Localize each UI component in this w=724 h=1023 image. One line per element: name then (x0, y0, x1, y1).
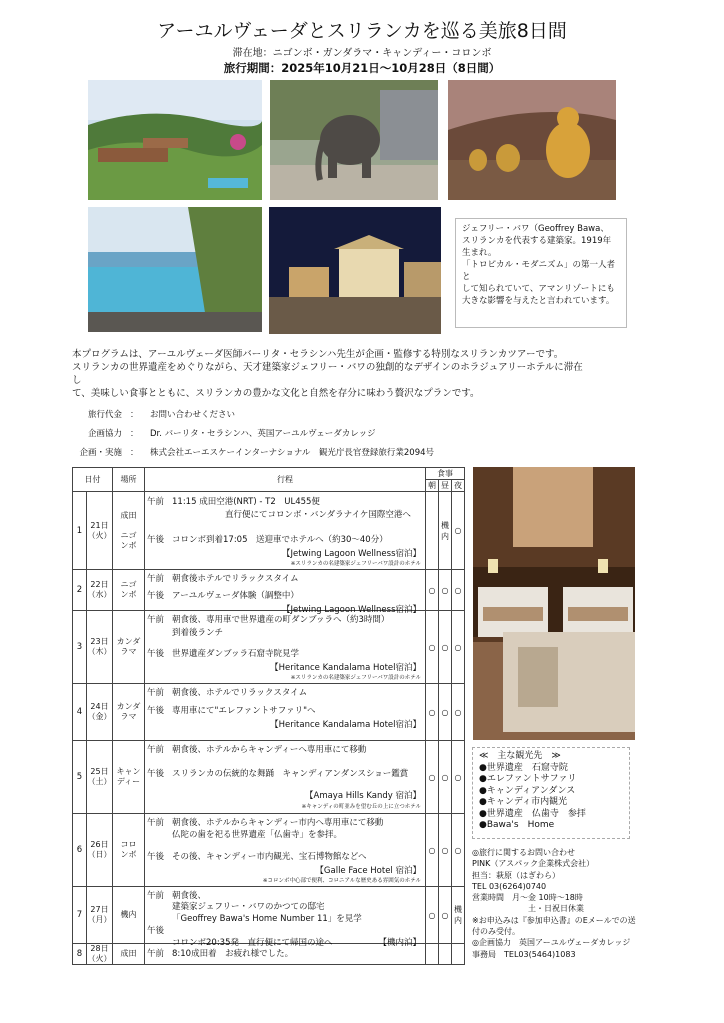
itinerary-row (73, 492, 465, 570)
meal-dinner: ○ (452, 611, 465, 684)
schedule-text: コロンボ20:35発 直行便にて帰国の途へ (172, 938, 333, 948)
day-date: 24日 （金） (87, 684, 113, 741)
meal-lunch (439, 944, 452, 965)
hotel-note: ※キャンディの町並みを望む丘の上に立つホテル (301, 804, 421, 810)
itinerary-row (73, 611, 465, 684)
contact-line: TEL 03(6264)0740 (472, 881, 547, 891)
contact-info (472, 847, 636, 960)
day-place: 成田 ニゴ ンボ (113, 492, 145, 570)
bawa-line: して知られていて、アマンリゾートにも (462, 284, 615, 294)
day-date: 23日 （木） (87, 611, 113, 684)
schedule-text: 朝食後、ホテルからキャンディーへ専用車にて移動 (172, 745, 367, 755)
schedule-text: 朝食後、ホテルでリラックスタイム (172, 688, 308, 698)
meal-lunch: 機 内 (439, 492, 452, 570)
info-colon: ： (130, 448, 139, 458)
header-breakfast: 朝 (426, 480, 439, 492)
time-label: 午前 (147, 574, 165, 584)
hotel-note: ※コロンボ中心部で便利、コロニアルな歴史ある雰囲気のホテル (262, 878, 421, 884)
meal-dinner: ○ (452, 570, 465, 611)
day-schedule (145, 814, 426, 887)
day-number: 4 (73, 684, 87, 741)
contact-line: 営業時間 月～金 10時～18時 (472, 893, 583, 903)
itinerary-row (73, 570, 465, 611)
header-dinner: 夜 (452, 480, 465, 492)
day-date: 21日 （火） (87, 492, 113, 570)
day-date: 28日 （火） (87, 944, 112, 963)
contact-line: 担当：萩原（はぎわら） (472, 870, 560, 880)
day-schedule (145, 684, 426, 741)
day-place: ニゴ ンボ (113, 570, 145, 611)
hotel-stay: 【Heritance Kandalama Hotel宿泊】 (270, 663, 421, 673)
bawa-line: 「トロピカル・モダニズム」の第一人者と (462, 260, 616, 282)
bawa-line: ジェフリー・バワ（Geoffrey Bawa、 (462, 224, 609, 234)
info-value: Dr. バーリタ・セラシンハ、英国アーユルヴェーダカレッジ (150, 429, 376, 439)
time-label: 午後 (147, 769, 165, 779)
schedule-text: 直行便にてコロンボ・バンダラナイケ国際空港へ (225, 510, 411, 520)
schedule-text: 到着後ランチ (172, 628, 224, 638)
contact-line: ◎旅行に関するお問い合わせ (472, 848, 575, 857)
info-key: 企画協力 (87, 429, 122, 439)
itinerary-row (73, 887, 465, 944)
schedule-text: コロンボ到着17:05 送迎車でホテルへ（約30～40分） (172, 535, 388, 545)
schedule-text: 朝食後、 (172, 891, 207, 901)
info-key: 企画・実施 (79, 448, 122, 458)
time-label: 午後 (147, 649, 165, 659)
schedule-text: 朝食後、専用車で世界遺産の町ダンブッラへ（約3時間） (172, 615, 390, 625)
time-label: 午前 (147, 745, 165, 755)
itinerary-row (73, 814, 465, 887)
day-number: 6 (73, 814, 87, 887)
page-title: アーユルヴェーダとスリランカを巡る美旅8日間 (157, 20, 567, 42)
contact-line: ※お申込みは『参加申込書』のEメールでの送 (472, 915, 636, 925)
meal-dinner: ○ (452, 814, 465, 887)
info-value: お問い合わせください (150, 410, 236, 420)
header-place: 場所 (113, 468, 145, 492)
meal-dinner: ○ (452, 684, 465, 741)
meal-lunch: ○ (439, 611, 452, 684)
meal-breakfast: ○ (426, 684, 439, 741)
page-subtitle: 滞在地：ニゴンボ・ガンダラマ・キャンディー・コロンボ (232, 48, 492, 59)
contact-line: 事務局 TEL03(5464)1083 (472, 949, 576, 959)
day-place: カンダ ラマ (113, 611, 145, 684)
itinerary-row (73, 684, 465, 741)
contact-line: PINK（アスパック企業株式会社） (472, 859, 595, 869)
time-label: 午前 (147, 891, 165, 901)
meal-lunch: ○ (439, 684, 452, 741)
meal-breakfast: ○ (426, 887, 439, 944)
contact-line: 付のみ受付。 (472, 927, 520, 937)
schedule-text: 11:15 成田空港(NRT) - T2 UL455便 (172, 497, 320, 507)
day-schedule (145, 944, 426, 965)
day-schedule (145, 570, 426, 615)
sight-item: ●世界遺産 仏歯寺 参拝 (479, 808, 586, 819)
meal-breakfast: ○ (426, 611, 439, 684)
meal-breakfast (426, 492, 439, 570)
time-label: 午後 (147, 706, 165, 716)
intro-line: 本プログラムは、アーユルヴェーダ医師バーリタ・セラシンハ先生が企画・監修する特別なスリランカツアーです。 (72, 349, 564, 360)
meal-dinner (452, 944, 465, 965)
meal-dinner: ○ (452, 741, 465, 814)
header-day: 日付 (73, 468, 113, 492)
hotel-stay: 【Jetwing Lagoon Wellness宿泊】 (281, 549, 421, 559)
schedule-text: 世界遺産ダンブッラ石窟寺院見学 (172, 649, 299, 659)
day-date: 25日 （土） (87, 741, 113, 814)
intro-line: スリランカの世界遺産をめぐりながら、天才建築家ジェフリー・バワの独創的なデザインのホラジュアリーホテルに滞在し (72, 362, 583, 386)
time-label: 午後 (147, 591, 165, 601)
meal-breakfast: ○ (426, 570, 439, 611)
schedule-text: 朝食後ホテルでリラックスタイム (172, 574, 299, 584)
time-label: 午前 (147, 688, 165, 698)
intro-line: て、美味しい食事とともに、スリランカの豊かな文化と自然を存分に味わう贅沢なプランです。 (72, 388, 480, 399)
info-colon: ： (130, 429, 139, 439)
sight-item: ●Bawa's Home (479, 820, 555, 830)
day-schedule (145, 611, 426, 684)
meal-lunch: ○ (439, 887, 452, 944)
day-schedule (145, 887, 426, 948)
day-schedule (145, 492, 426, 570)
header-schedule: 行程 (145, 468, 426, 492)
day-place: 機内 (113, 887, 145, 944)
photo-temple-of-tooth-night (269, 207, 441, 334)
bawa-line: 大きな影響を与えたと言われています。 (462, 296, 615, 306)
day-place: 成田 (113, 944, 145, 965)
time-label: 午前 (147, 497, 165, 507)
bawa-description-box (455, 218, 627, 328)
itinerary-table (72, 467, 465, 965)
day-number: 3 (73, 611, 87, 684)
sight-item: ●キャンディアンダンス (479, 785, 576, 796)
main-sights-box (472, 747, 630, 839)
day-number: 5 (73, 741, 87, 814)
meal-breakfast: ○ (426, 814, 439, 887)
sights-title: ≪ 主な観光先 ≫ (479, 751, 561, 761)
schedule-text: スリランカの伝統的な舞踊 キャンディアンダンスショー鑑賞 (172, 769, 409, 779)
header-meals: 食事 (426, 468, 465, 480)
day-number: 7 (73, 887, 87, 944)
hotel-note: ※スリランカの名建築家ジェフリーバワ設計のホテル (290, 675, 421, 681)
info-key: 旅行代金 (87, 410, 122, 420)
sight-item: ●キャンディ市内観光 (479, 797, 568, 807)
hotel-stay: 【Amaya Hills Kandy 宿泊】 (305, 791, 421, 801)
contact-line: ◎企画協力 英国アーユルヴェーダカレッジ (472, 938, 631, 948)
info-colon: ： (130, 410, 139, 420)
hotel-stay: 【Jetwing Lagoon Wellness宿泊】 (281, 605, 421, 615)
schedule-text: 「Geoffrey Bawa's Home Number 11」を見学 (172, 914, 362, 924)
sight-item: ●世界遺産 石窟寺院 (479, 762, 568, 773)
day-place: コロ ンボ (113, 814, 145, 887)
header-lunch: 昼 (439, 480, 452, 492)
day-date: 26日 （日） (87, 814, 113, 887)
meal-breakfast (426, 944, 439, 965)
schedule-text: 建築家ジェフリー・バワのかつての邸宅 (172, 902, 325, 912)
time-label: 午前 (147, 818, 165, 828)
day-number: 8 (73, 944, 87, 965)
day-schedule (145, 741, 426, 814)
hotel-note: ※スリランカの名建築家ジェフリーバワ設計のホテル (290, 561, 421, 567)
time-label: 午前 (147, 615, 165, 625)
meal-dinner: 機 内 (452, 887, 465, 944)
photo-cave-temple (448, 80, 616, 200)
photo-hotel-room (473, 467, 635, 740)
schedule-text: 専用車にて"エレファントサファリ"へ (172, 706, 316, 716)
schedule-text: 8:10成田着 お疲れ様でした。 (172, 948, 294, 959)
meal-dinner: ○ (452, 492, 465, 570)
time-label: 午前 (147, 948, 165, 959)
schedule-text: 仏陀の歯を祀る世界遺産「仏歯寺」を参拝。 (172, 830, 343, 840)
time-label: 午後 (147, 852, 165, 862)
travel-period: 旅行期間：2025年10月21日～10月28日（8日間） (223, 61, 501, 75)
hotel-stay: 【Galle Face Hotel 宿泊】 (315, 866, 421, 876)
schedule-text: 朝食後、ホテルからキャンディー市内へ専用車にて移動 (172, 818, 384, 828)
photo-infinity-pool (88, 207, 262, 332)
meal-lunch: ○ (439, 570, 452, 611)
time-label: 午後 (147, 926, 165, 936)
sight-item: ●エレファントサファリ (479, 774, 577, 784)
meal-lunch: ○ (439, 814, 452, 887)
meal-lunch: ○ (439, 741, 452, 814)
day-place: カンダ ラマ (113, 684, 145, 741)
day-date: 22日 （水） (87, 570, 113, 611)
time-label: 午後 (147, 535, 165, 545)
program-intro (72, 348, 592, 400)
contact-line: 土・日祝日休業 (472, 904, 584, 914)
schedule-text: その後、キャンディー市内観光、宝石博物館などへ (172, 852, 367, 862)
day-number: 1 (73, 492, 87, 570)
itinerary-row (73, 944, 465, 965)
day-place: キャン ディー (113, 741, 145, 814)
info-value: 株式会社エーエスケーインターナショナル 観光庁長官登録旅行業2094号 (150, 448, 435, 458)
photo-hillside-hotel (88, 80, 262, 200)
itinerary-row (73, 741, 465, 814)
photo-elephant (270, 80, 438, 200)
bawa-line: 生まれ。 (462, 248, 497, 258)
day-date: 27日 （月） (87, 887, 113, 944)
hotel-stay: 【機内泊】 (378, 938, 421, 948)
bawa-line: スリランカを代表する建築家。1919年 (462, 236, 612, 246)
day-number: 2 (73, 570, 87, 611)
meal-breakfast: ○ (426, 741, 439, 814)
schedule-text: アーユルヴェーダ体験（調整中） (172, 591, 299, 601)
hotel-stay: 【Heritance Kandalama Hotel宿泊】 (270, 720, 421, 730)
